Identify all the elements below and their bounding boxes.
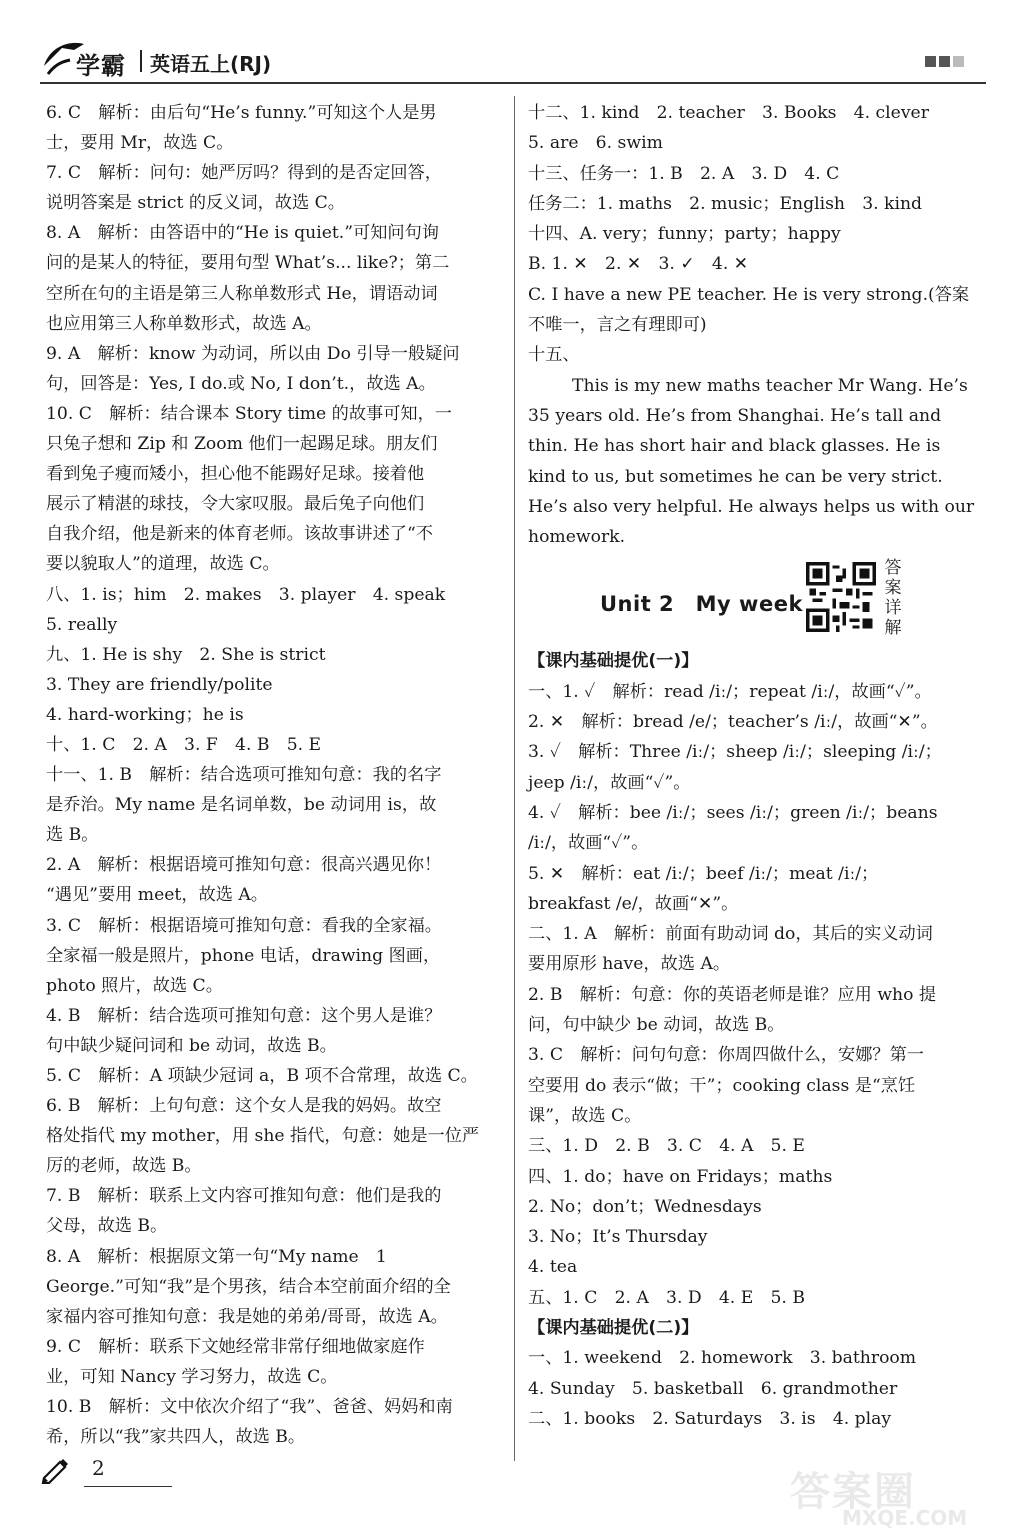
page-footer — [40, 1452, 340, 1492]
text-line: 士，要用 Mr，故选 C。 — [46, 133, 234, 154]
watermark-text: 答案圈 — [790, 1469, 916, 1515]
text-line: 5. are 6. swim — [528, 133, 663, 154]
text-line: George.”可知“我”是个男孩，结合本空前面介绍的全 — [46, 1276, 451, 1297]
text-line: 6. C 解析：由后句“He’s funny.”可知这个人是男 — [46, 103, 437, 123]
essay-line: He’s also very helpful. He always helps us with our — [528, 496, 975, 517]
essay-line: homework. — [528, 527, 626, 548]
text-line: 7. C 解析：问句：她严厉吗？得到的是否定回答， — [46, 163, 442, 184]
text-line: 空要用 do 表示“做；干”；cooking class 是“烹饪 — [528, 1075, 916, 1096]
text-line: “遇见”要用 meet，故选 A。 — [46, 885, 268, 906]
text-line: 父母，故选 B。 — [46, 1216, 168, 1237]
pencil-icon — [40, 1456, 72, 1484]
text-line: 8. A 解析：根据原文第一句“My name 1 — [46, 1246, 387, 1267]
text-line: 8. A 解析：由答语中的“He is quiet.”可知问句询 — [46, 223, 439, 244]
text-line: 任务二：1. maths 2. music；English 3. kind — [528, 193, 923, 214]
text-line: 5. C 解析：A 项缺少冠词 a，B 项不合常理，故选 C。 — [46, 1066, 478, 1086]
text-line: 十五、 — [528, 345, 580, 366]
text-line: 格处指代 my mother，用 she 指代，句意：她是一位严 — [46, 1126, 480, 1147]
text-line: 十四、A. very；funny；party；happy — [528, 224, 841, 245]
watermark — [790, 1460, 990, 1530]
header-separator — [140, 50, 142, 72]
text-line: 5. really — [46, 614, 118, 635]
section-heading: 【课内基础提优(二)】 — [528, 1317, 699, 1338]
text-line: 课”，故选 C。 — [528, 1105, 642, 1126]
text-line: 9. C 解析：联系下文她经常非常仔细地做家庭作 — [46, 1336, 425, 1357]
text-line: 四、1. do；have on Fridays；maths — [528, 1166, 833, 1187]
text-line: 也应用第三人称单数形式，故选 A。 — [46, 313, 322, 334]
text-line: 五、1. C 2. A 3. D 4. E 5. B — [528, 1287, 805, 1308]
text-line: 十二、1. kind 2. teacher 3. Books 4. clever — [528, 103, 929, 123]
text-line: 9. A 解析：know 为动词，所以由 Do 引导一般疑问 — [46, 343, 460, 364]
square-2 — [939, 56, 950, 67]
text-line: 4. hard-working；he is — [46, 704, 244, 725]
text-line: 10. B 解析：文中依次介绍了“我”、爸爸、妈妈和南 — [46, 1397, 453, 1418]
text-line: 10. C 解析：结合课本 Story time 的故事可知，一 — [46, 403, 452, 424]
square-1 — [925, 56, 936, 67]
text-line: 3. ✓ 解析：Three /iː/；sheep /iː/；sleeping /iː/； — [528, 742, 942, 763]
qr-caption: 答案详解 — [884, 558, 902, 639]
text-line: 3. They are friendly/polite — [46, 674, 273, 695]
header-rule — [40, 82, 986, 84]
essay-line: thin. He has short hair and black glasses. He is — [528, 436, 941, 457]
text-line: 二、1. A 解析：前面有助动词 do，其后的实义动词 — [528, 924, 933, 945]
text-line: 5. ✕ 解析：eat /iː/；beef /iː/；meat /iː/； — [528, 863, 879, 884]
essay-line: This is my new maths teacher Mr Wang. He’s — [572, 375, 968, 396]
text-line: 4. ✓ 解析：bee /iː/；sees /iː/；green /iː/；beans — [528, 802, 938, 823]
text-line: 只兔子想和 Zip 和 Zoom 他们一起踢足球。朋友们 — [46, 434, 438, 455]
text-line: 6. B 解析：上句句意：这个女人是我的妈妈。故空 — [46, 1096, 442, 1117]
text-line: 3. C 解析：问句句意：你周四做什么，安娜？第一 — [528, 1045, 924, 1066]
watermark-url: MXQE.COM — [842, 1506, 968, 1530]
text-line: 业，可知 Nancy 学习努力，故选 C。 — [46, 1366, 338, 1387]
text-line: 2. No；don’t；Wednesdays — [528, 1196, 762, 1217]
text-line: 问的是某人的特征，要用句型 What’s... like?；第二 — [46, 253, 450, 274]
text-line: 要用原形 have，故选 A。 — [528, 954, 731, 975]
text-line: 展示了精湛的球技，令大家叹服。最后兔子向他们 — [46, 494, 425, 515]
unit-heading-block — [528, 552, 988, 646]
text-line: 一、1. weekend 2. homework 3. bathroom — [528, 1348, 917, 1369]
text-line: 2. B 解析：句意：你的英语老师是谁？应用 who 提 — [528, 984, 937, 1005]
text-line: 句，回答是：Yes, I do.或 No, I don’t.，故选 A。 — [46, 373, 436, 394]
text-line: 十一、1. B 解析：结合选项可推知句意：我的名字 — [46, 765, 442, 786]
essay-line: 35 years old. He’s from Shanghai. He’s tall and — [528, 405, 942, 426]
text-line: jeep /iː/，故画“✓”。 — [528, 772, 691, 793]
text-line: 是乔治。My name 是名词单数，be 动词用 is，故 — [46, 795, 437, 816]
text-line: 一、1. ✓ 解析：read /iː/；repeat /iː/，故画“✓”。 — [528, 681, 932, 702]
text-line: 2. ✕ 解析：bread /e/；teacher’s /iː/，故画“✕”。 — [528, 712, 938, 733]
text-line: 二、1. books 2. Saturdays 3. is 4. play — [528, 1408, 892, 1429]
text-line: 说明答案是 strict 的反义词，故选 C。 — [46, 193, 345, 214]
section-heading: 【课内基础提优(一)】 — [528, 651, 699, 672]
text-line: photo 照片，故选 C。 — [46, 975, 223, 996]
text-line: /iː/，故画“✓”。 — [528, 833, 649, 854]
text-line: 7. B 解析：联系上文内容可推知句意：他们是我的 — [46, 1186, 442, 1207]
text-line: 八、1. is；him 2. makes 3. player 4. speak — [46, 584, 446, 605]
text-line: 2. A 解析：根据语境可推知句意：很高兴遇见你！ — [46, 855, 442, 876]
essay-line: kind to us, but sometimes he can be very strict. — [528, 466, 943, 487]
text-line: 句中缺少疑问词和 be 动词，故选 B。 — [46, 1035, 337, 1056]
text-line: 看到兔子瘦而矮小，担心他不能踢好足球。接着他 — [46, 464, 425, 485]
page-number: 2 — [92, 1456, 105, 1480]
square-3 — [953, 56, 964, 67]
text-line: 4. tea — [528, 1257, 578, 1278]
header-decoration-squares — [925, 56, 964, 67]
text-line: 3. No；It’s Thursday — [528, 1227, 708, 1248]
text-line: 自我介绍，他是新来的体育老师。该故事讲述了“不 — [46, 524, 433, 545]
brand-name: 学霸 — [76, 52, 126, 80]
text-line: 要以貌取人”的道理，故选 C。 — [46, 554, 280, 575]
column-divider — [514, 96, 515, 1461]
text-line: 空所在句的主语是第三人称单数形式 He，谓语动词 — [46, 283, 438, 304]
left-column — [46, 98, 502, 1452]
text-line: 十、1. C 2. A 3. F 4. B 5. E — [46, 734, 322, 755]
unit-title: Unit 2 My week — [600, 592, 803, 617]
text-line: 希，所以“我”家共四人，故选 B。 — [46, 1427, 306, 1448]
text-line: breakfast /e/，故画“✕”。 — [528, 893, 739, 914]
text-line: 4. B 解析：结合选项可推知句意：这个男人是谁？ — [46, 1005, 442, 1026]
text-line: 选 B。 — [46, 825, 99, 846]
text-line: 全家福一般是照片，phone 电话，drawing 图画， — [46, 945, 441, 966]
qr-code-icon[interactable] — [806, 562, 876, 632]
page-header — [40, 34, 986, 84]
text-line: 4. Sunday 5. basketball 6. grandmother — [528, 1378, 898, 1399]
text-line: 十三、任务一：1. B 2. A 3. D 4. C — [528, 163, 840, 184]
text-line: C. I have a new PE teacher. He is very strong.(答案 — [528, 284, 970, 305]
book-title: 英语五上(RJ) — [150, 52, 272, 76]
text-line: 九、1. He is shy 2. She is strict — [46, 644, 326, 665]
text-line: 家福内容可推知句意：我是她的弟弟/哥哥，故选 A。 — [46, 1306, 448, 1327]
text-line: 问，句中缺少 be 动词，故选 B。 — [528, 1015, 785, 1036]
text-line: 厉的老师，故选 B。 — [46, 1156, 202, 1177]
text-line: B. 1. ✕ 2. ✕ 3. ✓ 4. ✕ — [528, 254, 749, 275]
text-line: 3. C 解析：根据语境可推知句意：看我的全家福。 — [46, 915, 442, 936]
footer-rule — [84, 1486, 172, 1487]
text-line: 三、1. D 2. B 3. C 4. A 5. E — [528, 1136, 805, 1157]
text-line: 不唯一，言之有理即可) — [528, 315, 707, 336]
right-column — [528, 98, 988, 1434]
